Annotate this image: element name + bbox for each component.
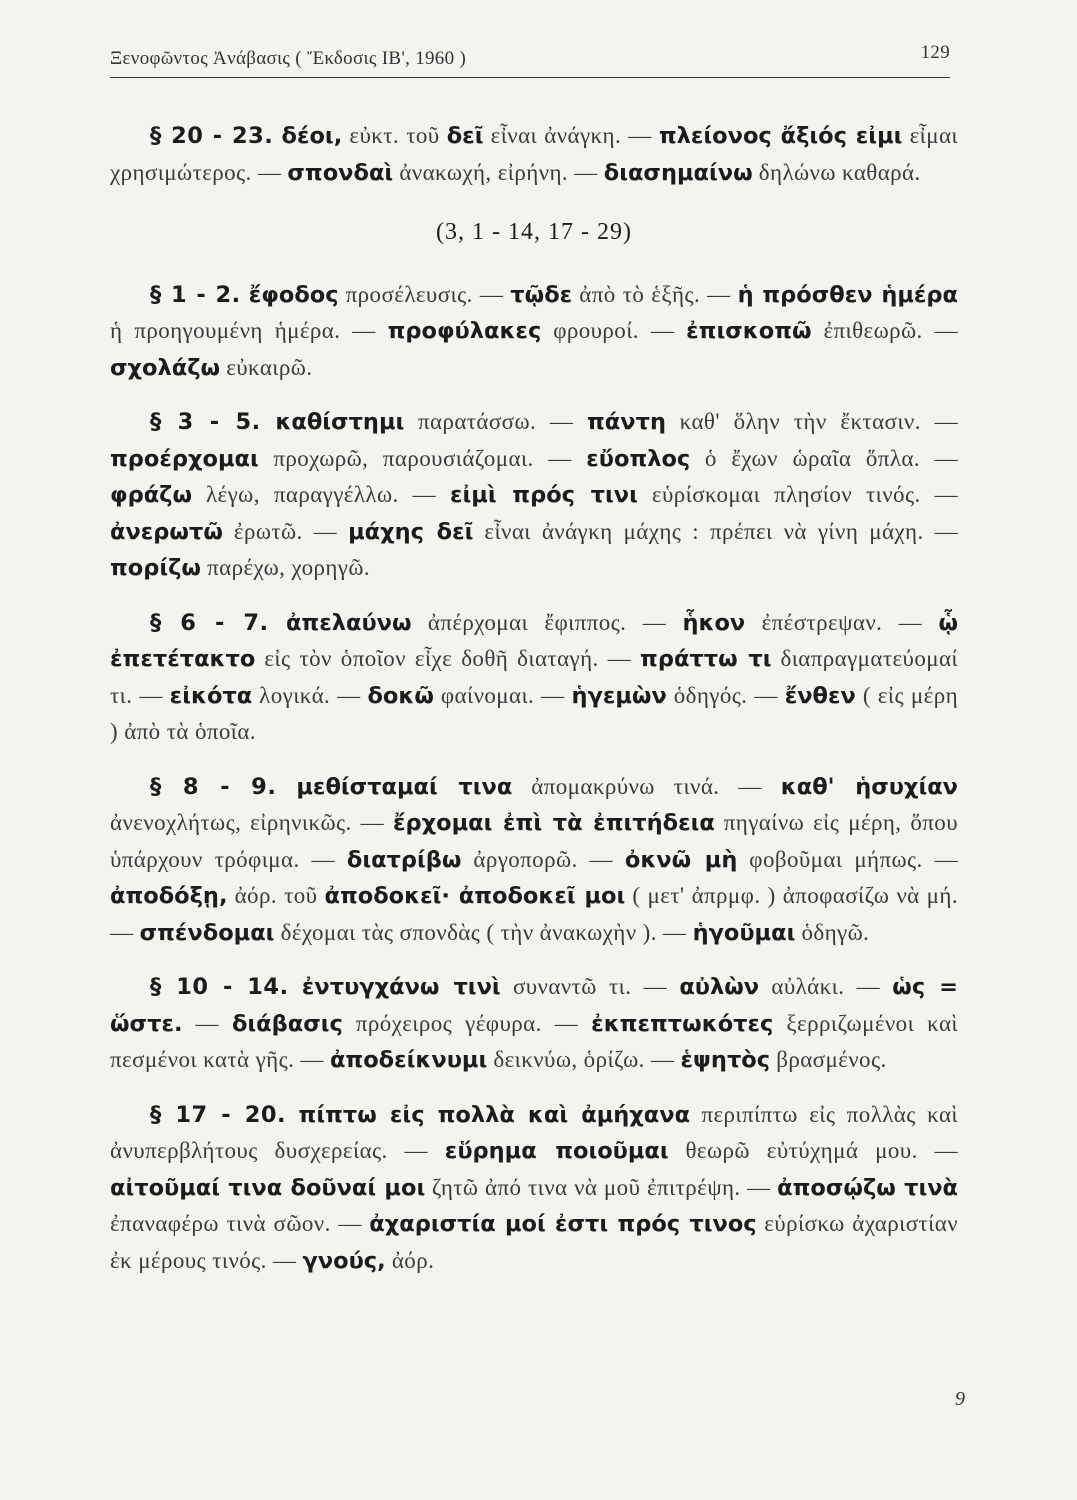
gloss-paragraph [110, 1097, 958, 1280]
gloss-text: ἐρωτῶ. — [222, 518, 349, 544]
lemma-term: ἔφοδος [248, 281, 339, 308]
gloss-text: λογικά. — [252, 682, 368, 708]
page-number: 129 [920, 42, 950, 63]
lemma-term: ἐπισκοπῶ [686, 318, 812, 344]
gloss-text: εὑρίσκω ἀχαριστίαν ἐκ μέρους τινός. — [110, 1211, 958, 1273]
gloss-text: παρέχω, χορηγῶ. [200, 555, 371, 580]
gloss-text: — [182, 1010, 232, 1036]
lemma-term: ἡγεμὼν [571, 682, 667, 709]
section-number: § 8 - 9. [150, 773, 277, 800]
gloss-text: ὁ ἔχων ὡραῖα ὅπλα. — [690, 445, 958, 471]
gloss-text: δέχομαι τὰς σπονδὰς ( τὴν ἀνακωχὴν ). — [274, 919, 693, 945]
section-number: § 3 - 5. [150, 409, 261, 435]
gloss-text: φοβοῦμαι μήπως. — [737, 846, 958, 872]
gloss-text: καθ' ὅλην τὴν ἔκτασιν. — [665, 409, 958, 434]
lemma-term: ἀποσῴζω τινὰ [777, 1174, 959, 1201]
gloss-text: περιπίπτω εἰς πολλὰς καὶ ἀνυπερβλήτους δυσχερείας. — [110, 1101, 958, 1163]
lemma-term: ᾧ ἐπετέτακτο [110, 609, 959, 672]
gloss-text: ἐπιθεωρῶ. — [811, 318, 958, 343]
lemma-term: εἰκότα [169, 682, 253, 709]
lemma-term: εἰμὶ πρός τινι [450, 482, 638, 508]
gloss-text: πηγαίνω εἰς μέρη, ὅπου ὑπάρχουν τρόφιμα. — [110, 810, 958, 872]
lemma-term: ἔρχομαι ἐπὶ τὰ ἐπιτήδεια [393, 810, 715, 836]
lemma-term: ἧκον [682, 609, 746, 636]
lemma-term: δοκῶ [367, 682, 434, 709]
lemma-term: ὡς = ὥστε. [110, 974, 958, 1037]
section-number: § 17 - 20. [150, 1101, 287, 1128]
gloss-text: ἀπὸ τὸ ἑξῆς. — [572, 281, 738, 307]
gloss-text: ὁδηγῶ. [795, 919, 870, 945]
gloss-paragraph [110, 605, 958, 751]
gloss-text: δηλώνω καθαρά. [752, 159, 921, 185]
lemma-term: πράττω τι [640, 646, 772, 672]
lemma-term: ἀποδόξῃ, [110, 883, 228, 909]
lemma-term: μεθίσταμαί τινα [296, 773, 513, 800]
lemma-term: πορίζω [110, 555, 201, 581]
lemma-term: ἀποδοκεῖ· ἀποδοκεῖ μοι [324, 883, 626, 909]
lemma-term: σπένδομαι [139, 919, 275, 946]
glossary-body [110, 118, 958, 1297]
gloss-text: λέγω, παραγγέλλω. — [192, 482, 451, 507]
gloss-text: συναντῶ τι. — [500, 974, 680, 999]
gloss-text: φρουροί. — [541, 318, 687, 343]
gloss-text: ἀργοπορῶ. — [461, 846, 625, 872]
lemma-term: σπονδαὶ [287, 159, 394, 186]
gloss-text: ἡ προηγουμένη ἡμέρα. — [110, 318, 388, 343]
lemma-term: γνούς, [302, 1247, 386, 1274]
lemma-term: τῷδε [510, 281, 573, 308]
lemma-term: ἀχαριστία μοί ἐστι πρός τινος [369, 1211, 757, 1237]
gloss-text: ( μετ' ἀπρμφ. ) ἀποφασίζω νὰ μή. — [110, 883, 958, 945]
gloss-paragraph [110, 277, 958, 387]
gloss-text: εὑρίσκομαι πλησίον τινός. — [637, 482, 958, 507]
signature-mark: 9 [955, 1388, 965, 1410]
lemma-term: καθίστημι [275, 409, 405, 435]
gloss-text: ἐπαναφέρω τινὰ σῶον. — [110, 1211, 370, 1236]
gloss-text: φαίνομαι. — [433, 682, 572, 708]
lemma-term: διατρίβω [346, 846, 462, 873]
gloss-text: ἀόρ. τοῦ [227, 883, 325, 908]
gloss-text: ἀόρ. [385, 1247, 435, 1273]
gloss-text: παρατάσσω. — [404, 409, 587, 434]
gloss-paragraph [110, 969, 958, 1079]
gloss-text: εἶμαι χρησιμώτερος. — [110, 123, 958, 185]
lemma-term: δέοι, [281, 123, 343, 149]
running-title: Ξενοφῶντος Ἀνάβασις ( Ἔκδοσις ΙΒ', 1960 ) [110, 48, 467, 69]
lemma-term: αἰτοῦμαί τινα δοῦναί μοι [110, 1174, 426, 1201]
lemma-term: πάντη [587, 409, 666, 435]
gloss-text: ἀνακωχή, εἰρήνη. — [393, 159, 604, 185]
gloss-text: βρασμένος. [770, 1047, 887, 1072]
lemma-term: διασημαίνω [603, 159, 753, 186]
gloss-text: εἶναι ἀνάγκη. — [483, 123, 659, 148]
gloss-paragraph [110, 118, 958, 191]
gloss-text: εὐκαιρῶ. [220, 354, 313, 380]
lemma-term: ἔνθεν [784, 682, 856, 709]
gloss-text: ζητῶ ἀπό τινα νὰ μοῦ ἐπιτρέψη. — [425, 1174, 778, 1200]
gloss-text: ξερριζωμένοι καὶ πεσμένοι κατὰ γῆς. — [110, 1010, 959, 1072]
section-number: § 6 - 7. [150, 609, 269, 636]
gloss-text: ἀπομακρύνω τινά. — [512, 773, 781, 799]
lemma-term: ἀνερωτῶ [110, 518, 223, 545]
gloss-paragraph [110, 769, 958, 952]
gloss-text: αὐλάκι. — [759, 974, 893, 999]
lemma-term: σχολάζω [110, 354, 221, 381]
lemma-term: δεῖ [446, 123, 484, 149]
section-number: § 10 - 14. [150, 974, 289, 1000]
lemma-term: εὔοπλος [586, 445, 691, 472]
section-number: § 20 - 23. [150, 123, 274, 149]
gloss-text: πρόχειρος γέφυρα. — [342, 1010, 592, 1036]
lemma-term: ἀποδείκνυμι [329, 1047, 488, 1073]
lemma-term: ὀκνῶ μὴ [624, 846, 738, 873]
gloss-text: ὁδηγός. — [666, 682, 785, 708]
lemma-term: φράζω [110, 482, 193, 508]
lemma-term: πίπτω εἰς πολλὰ καὶ ἀμήχανα [298, 1101, 691, 1128]
lemma-term: ἐντυγχάνω τινὶ [301, 974, 501, 1000]
section-number: § 1 - 2. [150, 281, 241, 308]
lemma-term: διάβασις [231, 1010, 343, 1037]
lemma-term: αὐλὼν [679, 974, 760, 1000]
gloss-text: δεικνύω, ὁρίζω. — [487, 1047, 681, 1072]
gloss-paragraph [110, 404, 958, 587]
gloss-text: εὐκτ. τοῦ [342, 123, 447, 148]
gloss-text: ἀπέρχομαι ἔφιππος. — [411, 609, 683, 635]
lemma-term: καθ' ἡσυχίαν [780, 773, 958, 800]
lemma-term: προφύλακες [387, 318, 542, 344]
lemma-term: ἡ πρόσθεν ἡμέρα [737, 281, 958, 308]
gloss-text: εἰς τὸν ὁποῖον εἶχε δοθῆ διαταγή. — [255, 646, 641, 671]
lemma-term: μάχης δεῖ [348, 518, 474, 545]
chapter-range-heading: (3, 1 - 14, 17 - 29) [436, 219, 632, 245]
gloss-text: προσέλευσις. — [338, 281, 511, 307]
lemma-term: ἡγοῦμαι [692, 919, 796, 946]
gloss-text: προχωρῶ, παρουσιάζομαι. — [258, 445, 587, 471]
lemma-term: ἀπελαύνω [285, 609, 412, 636]
gloss-text: εἶναι ἀνάγκη μάχης : πρέπει νὰ γίνη μάχη. — [473, 518, 958, 544]
lemma-term: εὕρημα ποιοῦμαι [444, 1138, 669, 1164]
gloss-text: ἐπέστρεψαν. — [745, 609, 939, 635]
gloss-text: ἀνενοχλήτως, εἰρηνικῶς. — [110, 810, 393, 835]
lemma-term: πλείονος ἄξιός εἰμι [658, 123, 903, 149]
lemma-term: ἑψητὸς [680, 1047, 771, 1073]
gloss-text: ( εἰς μέρη ) ἀπὸ τὰ ὁποῖα. [110, 682, 959, 744]
header-rule [110, 77, 950, 78]
gloss-text: διαπραγματεύομαί τι. — [110, 646, 958, 708]
lemma-term: προέρχομαι [110, 445, 259, 472]
lemma-term: ἐκπεπτωκότες [591, 1010, 774, 1037]
gloss-text: θεωρῶ εὐτύχημά μου. — [668, 1138, 958, 1163]
